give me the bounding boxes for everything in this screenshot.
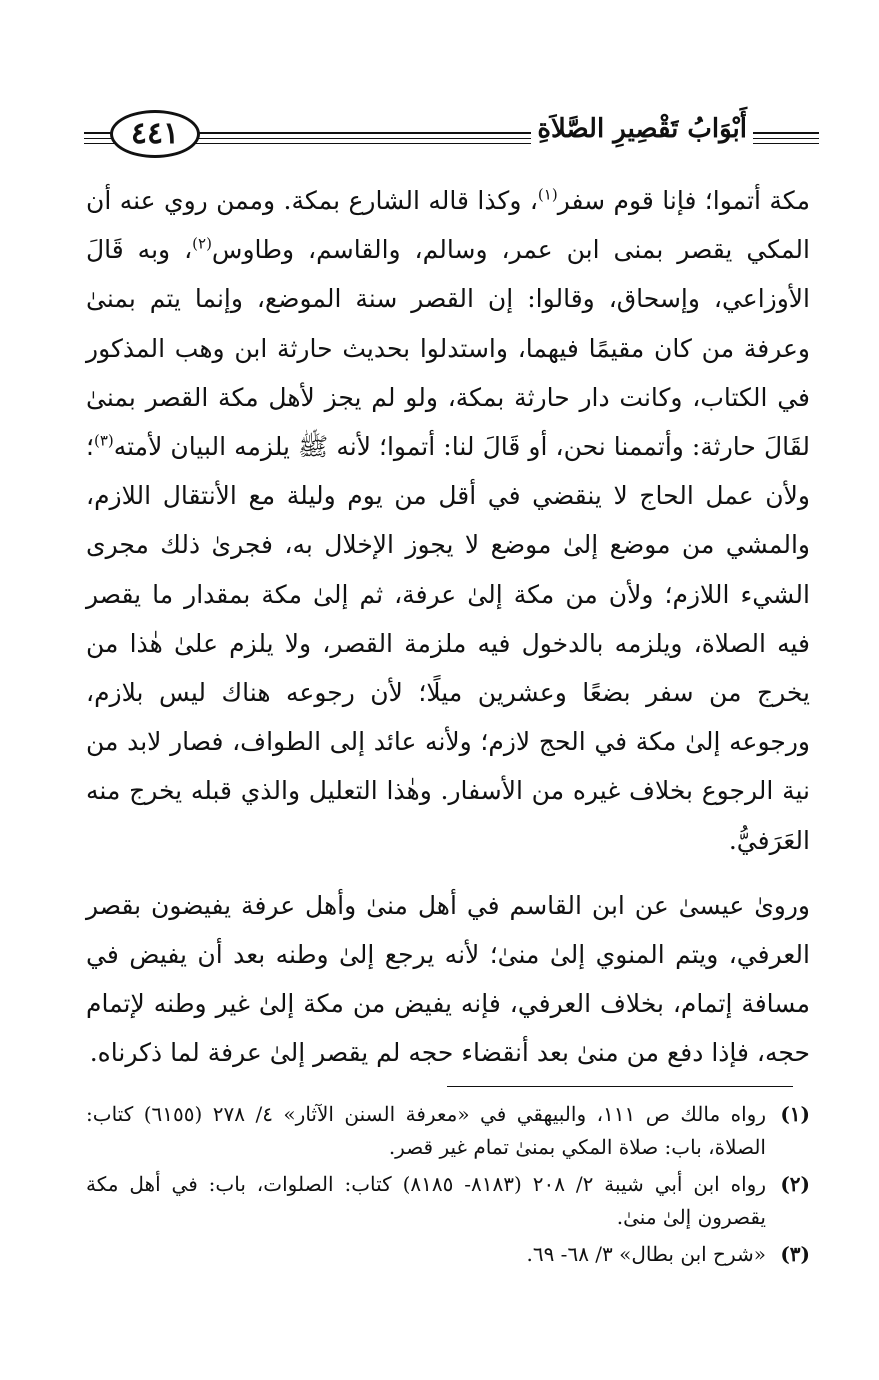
- page-number: ٤٤١: [110, 110, 200, 158]
- footnote-text: «شرح ابن بطال» ٣/ ٦٨- ٦٩.: [526, 1242, 766, 1266]
- footnote-number: (٣): [780, 1242, 810, 1266]
- main-text: [86, 176, 810, 1078]
- footnote-text: رواه مالك ص ١١١، والبيهقي في «معرفة السنن الآثار» ٤/ ٢٧٨ (٦١٥٥) كتاب: الصلاة، باب: صلاة المكي بمنىٰ تمام غير قصر.: [86, 1102, 766, 1159]
- footnote: [86, 1098, 810, 1164]
- footnote-number: (١): [780, 1102, 810, 1126]
- text-run: ، وكذا قاله الشارع بمكة. وممن روي عنه أن المكي يقصر بمنى ابن عمر، وسالم، والقاسم، وطاوس: [86, 186, 810, 265]
- footnote-marker: (١): [537, 185, 558, 204]
- footnote-marker: (٢): [192, 234, 212, 253]
- footnote: [86, 1168, 810, 1234]
- paragraph: [86, 176, 810, 865]
- text-run: ، وبه قَالَ الأوزاعي، وإسحاق، وقالوا: إن القصر سنة الموضع، وإنما يتم بمنىٰ وعرفة من كان مقيمًا فيهما، واستدلوا بحديث حارثة ابن وهب المذكور في الكتاب، وكانت دار حارثة بمكة، ولو لم يجز لأهل مكة القصر بمنىٰ لقَالَ حارثة: وأتممنا نحن، أو قَالَ لنا: أتموا؛ لأنه ﷺ يلزمه البيان لأمته: [86, 235, 810, 462]
- footnote-number: (٢): [780, 1172, 810, 1196]
- text-run: ؛ ولأن عمل الحاج لا ينقضي في أقل من يوم وليلة مع الأنتقال اللازم، والمشي من موضع إلىٰ موضع لا يجوز الإخلال به، فجرىٰ ذلك مجرى الشيء اللازم؛ ولأن من مكة إلىٰ عرفة، ثم إلىٰ مكة بمقدار ما يقصر فيه الصلاة، ويلزمه بالدخول فيه ملزمة القصر، ولا يلزم علىٰ هٰذا من يخرج من سفر بضعًا وعشرين ميلًا؛ لأن رجوعه هناك ليس بلازم، ورجوعه إلىٰ مكة في الحج لازم؛ ولأنه عائد إلى الطواف، فصار لابد من نية الرجوع بخلاف غيره من الأسفار. وهٰذا التعليل والذي قبله يخرج منه العَرَفيُّ.: [86, 432, 810, 855]
- footnotes: [86, 1098, 810, 1275]
- paragraph: وروىٰ عيسىٰ عن ابن القاسم في أهل منىٰ وأهل عرفة يفيضون بقصر العرفي، ويتم المنوي إلىٰ منىٰ؛ لأنه يرجع إلىٰ وطنه بعد أن يفيض في مسافة إتمام، بخلاف العرفي، فإنه يفيض من مكة إلىٰ غير وطنه لإتمام حجه، فإذا دفع من منىٰ بعد أنقضاء حجه لم يقصر إلىٰ عرفة لما ذكرناه.: [86, 890, 810, 1068]
- footnote: [86, 1238, 810, 1271]
- running-header: [84, 108, 819, 166]
- running-title: أَبْوَابُ تَقْصِيرِ الصَّلاَةِ: [531, 114, 753, 144]
- text-run: مكة أتموا؛ فإنا قوم سفر: [557, 186, 810, 215]
- footnote-text: رواه ابن أبي شيبة ٢/ ٢٠٨ (٨١٨٣- ٨١٨٥) كتاب: الصلوات، باب: في أهل مكة يقصرون إلىٰ منىٰ.: [86, 1172, 766, 1229]
- footnote-marker: (٣): [93, 431, 114, 450]
- footnote-separator: [447, 1086, 793, 1087]
